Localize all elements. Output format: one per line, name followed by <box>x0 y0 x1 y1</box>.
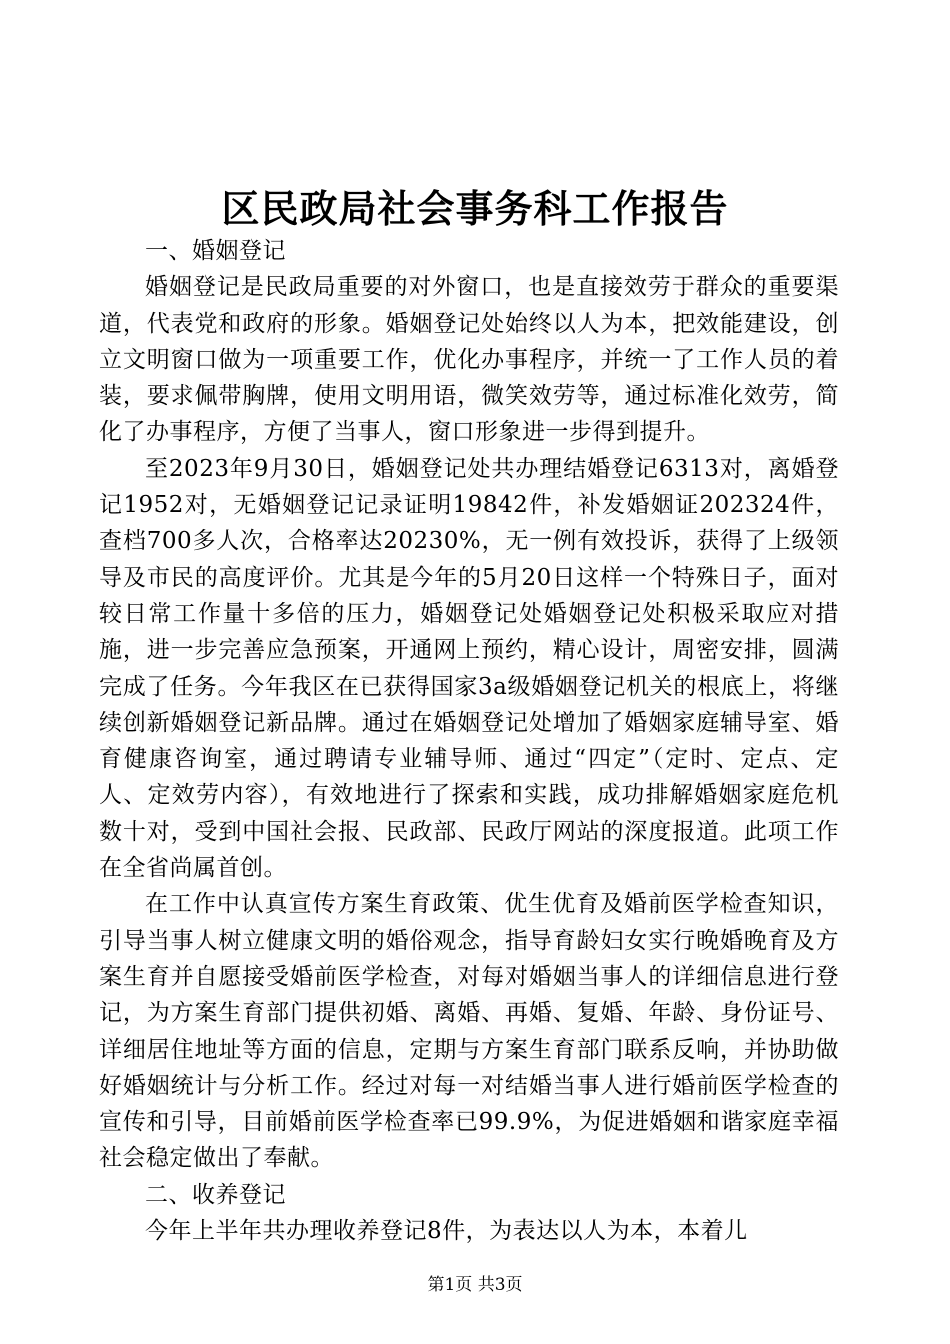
section-heading-adoption: 二、收养登记 <box>145 1181 286 1208</box>
document-title: 区民政局社会事务科工作报告 <box>221 186 729 231</box>
document-body <box>99 233 839 1249</box>
paragraph-marriage-education: 在工作中认真宣传方案生育政策、优生优育及婚前医学检查知识，引导当事人树立健康文明的婚俗观念，指导育龄妇女实行晚婚晚育及方案生育并自愿接受婚前医学检查，对每对婚姻当事人的详细信息进行登记，为方案生育部门提供初婚、离婚、再婚、复婚、年龄、身份证号、详细居住地址等方面的信息，定期与方案生育部门联系反响，并协助做好婚姻统计与分析工作。经过对每一对结婚当事人进行婚前医学检查的宣传和引导，目前婚前医学检查率已99.9%，为促进婚姻和谐家庭幸福社会稳定做出了奉献。 <box>99 891 839 1172</box>
paragraph-adoption: 今年上半年共办理收养登记8件，为表达以人为本，本着儿 <box>145 1218 748 1245</box>
section-heading-marriage: 一、婚姻登记 <box>145 238 286 264</box>
page-number: 第1页 共3页 <box>427 1275 523 1295</box>
paragraph-marriage-stats: 至2023年9月30日，婚姻登记处共办理结婚登记6313对，离婚登记1952对，无婚姻登记记录证明19842件，补发婚姻证202324件，查档700多人次，合格率达20230%，无一例有效投诉，获得了上级领导及市民的高度评价。尤其是今年的5月20日这样一个特殊日子，面对较日常工作量十多倍的压力，婚姻登记处婚姻登记处积极采取应对措施，进一步完善应急预案，开通网上预约，精心设计，周密安排，圆满完成了任务。今年我区在已获得国家3a级婚姻登记机关的根底上，将继续创新婚姻登记新品牌。通过在婚姻登记处增加了婚姻家庭辅导室、婚育健康咨询室，通过聘请专业辅导师、通过“四定”（定时、定点、定人、定效劳内容），有效地进行了探索和实践，成功排解婚姻家庭危机数十对，受到中国社会报、民政部、民政厅网站的深度报道。此项工作在全省尚属首创。 <box>99 455 839 882</box>
paragraph-marriage-intro: 婚姻登记是民政局重要的对外窗口，也是直接效劳于群众的重要渠道，代表党和政府的形象。婚姻登记处始终以人为本，把效能建设，创立文明窗口做为一项重要工作，优化办事程序，并统一了工作人员的着装，要求佩带胸牌，使用文明用语，微笑效劳等，通过标准化效劳，简化了办事程序，方便了当事人，窗口形象进一步得到提升。 <box>99 274 839 446</box>
